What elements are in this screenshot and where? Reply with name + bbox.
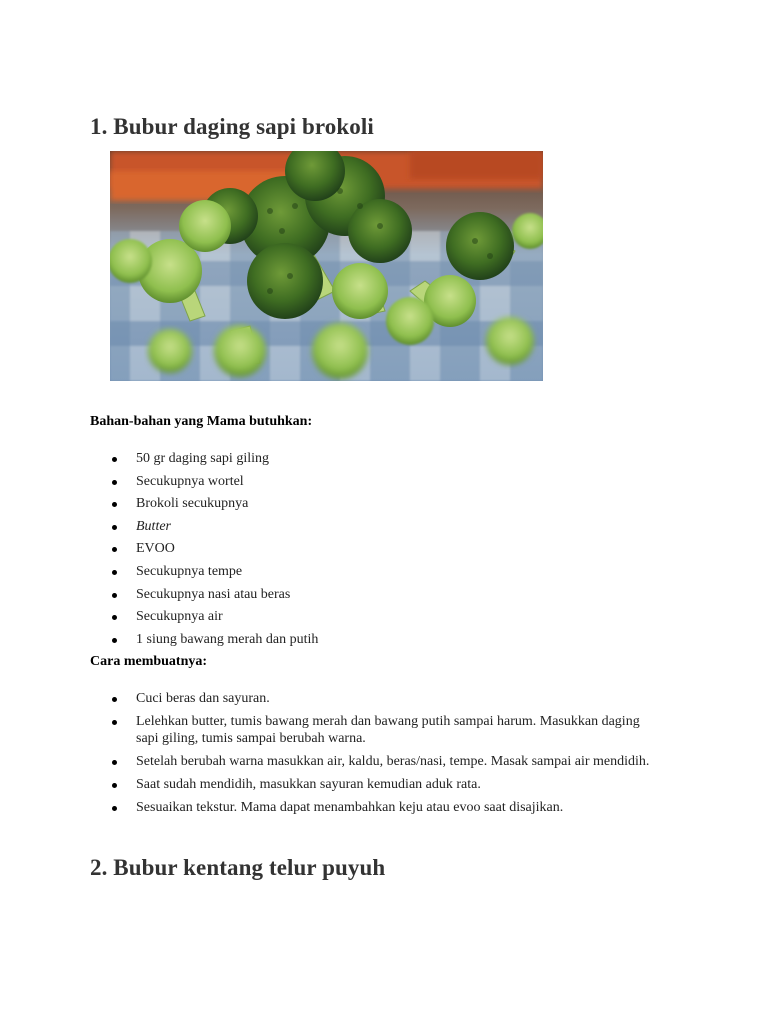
list-item	[90, 690, 656, 707]
list-item	[90, 563, 656, 580]
bullet-icon	[112, 457, 117, 462]
list-item-text: Brokoli secukupnya	[136, 496, 249, 512]
broccoli-photo	[110, 151, 543, 381]
list-item-text: Secukupnya wortel	[136, 473, 244, 489]
list-item-text: Lelehkan butter, tumis bawang merah dan bawang putih sampai harum. Masukkan daging sapi giling, tumis sampai berubah warna.	[136, 714, 640, 746]
list-item	[90, 799, 656, 816]
section-title-1: 1. Bubur daging sapi brokoli	[90, 114, 374, 139]
steps-list	[90, 690, 656, 822]
list-item-text: Saat sudah mendidih, masukkan sayuran kemudian aduk rata.	[136, 777, 481, 792]
list-item	[90, 450, 656, 467]
steps-heading: Cara membuatnya:	[90, 654, 208, 669]
bullet-icon	[112, 593, 117, 598]
list-item-text: Butter	[136, 518, 171, 534]
section-title-2: 2. Bubur kentang telur puyuh	[90, 855, 386, 880]
list-item-text: Sesuaikan tekstur. Mama dapat menambahkan keju atau evoo saat disajikan.	[136, 800, 564, 815]
list-item-text: Setelah berubah warna masukkan air, kaldu, beras/nasi, tempe. Masak sampai air mendidih.	[136, 754, 650, 769]
bullet-icon	[112, 720, 117, 725]
list-item	[90, 518, 656, 535]
bullet-icon	[112, 502, 117, 507]
ingredients-heading: Bahan-bahan yang Mama butuhkan:	[90, 414, 313, 429]
list-item-text: Secukupnya air	[136, 609, 223, 625]
list-item	[90, 631, 656, 648]
bullet-icon	[112, 806, 117, 811]
list-item-text: Secukupnya tempe	[136, 563, 243, 579]
list-item-text: 1 siung bawang merah dan putih	[136, 631, 319, 647]
list-item-text: Secukupnya nasi atau beras	[136, 586, 291, 602]
list-item	[90, 713, 656, 747]
list-item	[90, 473, 656, 490]
list-item-text: Cuci beras dan sayuran.	[136, 691, 270, 706]
bullet-icon	[112, 525, 117, 530]
list-item-text: 50 gr daging sapi giling	[136, 451, 269, 466]
bullet-icon	[112, 615, 117, 620]
ingredients-list	[90, 450, 656, 653]
bullet-icon	[112, 547, 117, 552]
list-item	[90, 540, 656, 557]
list-item	[90, 753, 656, 770]
bullet-icon	[112, 638, 117, 643]
bullet-icon	[112, 760, 117, 765]
list-item	[90, 776, 656, 793]
list-item	[90, 608, 656, 625]
list-item	[90, 586, 656, 603]
bullet-icon	[112, 783, 117, 788]
bullet-icon	[112, 480, 117, 485]
bullet-icon	[112, 570, 117, 575]
bullet-icon	[112, 697, 117, 702]
list-item-text: EVOO	[136, 541, 175, 557]
list-item	[90, 495, 656, 512]
